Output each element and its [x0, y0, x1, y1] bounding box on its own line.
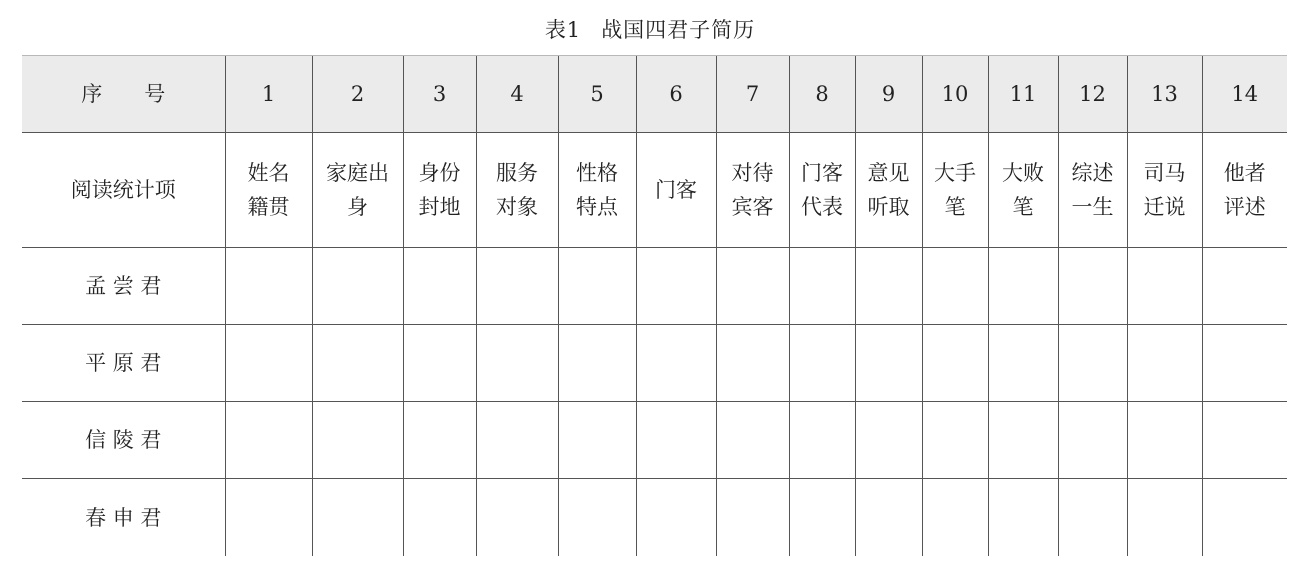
- items-row: [22, 133, 1287, 248]
- stat-item-line: 大手: [934, 161, 976, 185]
- stat-item-line: 听取: [867, 195, 910, 219]
- empty-cell[interactable]: [558, 248, 636, 325]
- empty-cell[interactable]: [716, 479, 789, 557]
- column-number-cell: 7: [716, 56, 789, 133]
- empty-cell[interactable]: [403, 248, 476, 325]
- empty-cell[interactable]: [789, 402, 855, 479]
- empty-cell[interactable]: [403, 402, 476, 479]
- empty-cell[interactable]: [855, 402, 922, 479]
- stat-item-line: 笔: [1012, 195, 1034, 219]
- empty-cell[interactable]: [1127, 402, 1202, 479]
- empty-cell[interactable]: [636, 479, 716, 557]
- stat-item-line: 封地: [418, 195, 461, 219]
- header-label-cell: 序 号: [22, 56, 225, 133]
- empty-cell[interactable]: [988, 402, 1058, 479]
- stat-item-cell: [789, 133, 855, 248]
- table-row: [22, 248, 1287, 325]
- stat-item-cell: [476, 133, 558, 248]
- stat-item-line: 笔: [944, 195, 966, 219]
- empty-cell[interactable]: [225, 479, 312, 557]
- empty-cell[interactable]: [312, 248, 403, 325]
- stat-item-line: 家庭出: [326, 161, 389, 185]
- lord-name-cell: 春 申 君: [85, 505, 162, 530]
- stat-item-line: 门客: [801, 161, 843, 185]
- stat-item-line: 他者: [1223, 161, 1266, 185]
- empty-cell[interactable]: [558, 479, 636, 557]
- empty-cell[interactable]: [312, 402, 403, 479]
- empty-cell[interactable]: [855, 325, 922, 402]
- column-number-cell: 10: [922, 56, 988, 133]
- table-row: [22, 325, 1287, 402]
- reading-stats-table: [22, 55, 1287, 556]
- empty-cell[interactable]: [716, 325, 789, 402]
- empty-cell[interactable]: [789, 325, 855, 402]
- stat-item-cell: [1058, 133, 1127, 248]
- empty-cell[interactable]: [476, 325, 558, 402]
- stat-item-cell: [855, 133, 922, 248]
- empty-cell[interactable]: [922, 402, 988, 479]
- empty-cell[interactable]: [636, 402, 716, 479]
- empty-cell[interactable]: [988, 479, 1058, 557]
- empty-cell[interactable]: [1058, 479, 1127, 557]
- stat-item-cell: [225, 133, 312, 248]
- stat-item-line: 门客: [655, 178, 697, 202]
- empty-cell[interactable]: [1202, 402, 1287, 479]
- table-row: [22, 479, 1287, 557]
- table-row: [22, 402, 1287, 479]
- empty-cell[interactable]: [1058, 248, 1127, 325]
- lord-name-cell: 信 陵 君: [22, 402, 225, 479]
- stat-item-line: 服务: [496, 161, 538, 185]
- column-number-cell: 5: [558, 56, 636, 133]
- stat-item-line: 大败: [1002, 161, 1044, 185]
- empty-cell[interactable]: [636, 248, 716, 325]
- column-number-cell: 6: [636, 56, 716, 133]
- empty-cell[interactable]: [476, 479, 558, 557]
- stat-item-line: 身份: [418, 161, 461, 185]
- empty-cell[interactable]: [225, 248, 312, 325]
- empty-cell[interactable]: [1202, 248, 1287, 325]
- stat-item-cell: [1127, 133, 1202, 248]
- column-number-cell: 11: [988, 56, 1058, 133]
- empty-cell[interactable]: [312, 325, 403, 402]
- stat-item-cell: [636, 133, 716, 248]
- stat-item-line: 特点: [576, 195, 618, 219]
- empty-cell[interactable]: [558, 325, 636, 402]
- empty-cell[interactable]: [1127, 479, 1202, 557]
- column-number-cell: 8: [789, 56, 855, 133]
- empty-cell[interactable]: [1202, 325, 1287, 402]
- empty-cell[interactable]: [922, 325, 988, 402]
- empty-cell[interactable]: [403, 325, 476, 402]
- lord-name-cell: 平 原 君: [22, 325, 225, 402]
- column-number-cell: 1: [225, 56, 312, 133]
- table-title: 战国四君子简历: [601, 18, 756, 42]
- lord-name-cell: 孟 尝 君: [22, 248, 225, 325]
- empty-cell[interactable]: [716, 402, 789, 479]
- column-number-cell: 3: [403, 56, 476, 133]
- empty-cell[interactable]: [789, 479, 855, 557]
- column-number-cell: 2: [312, 56, 403, 133]
- stat-item-line: 姓名: [247, 161, 290, 185]
- column-number-cell: 14: [1202, 56, 1287, 133]
- stat-item-line: 宾客: [731, 195, 774, 219]
- stat-item-line: 性格: [576, 161, 618, 185]
- empty-cell[interactable]: [716, 248, 789, 325]
- stat-item-line: 司马: [1143, 161, 1186, 185]
- empty-cell[interactable]: [558, 402, 636, 479]
- empty-cell[interactable]: [636, 325, 716, 402]
- stat-item-cell: [312, 133, 403, 248]
- stat-item-line: 迁说: [1143, 195, 1186, 219]
- empty-cell[interactable]: [1202, 479, 1287, 557]
- empty-cell[interactable]: [476, 248, 558, 325]
- empty-cell[interactable]: [1127, 248, 1202, 325]
- empty-cell[interactable]: [476, 402, 558, 479]
- table-number: 表1: [544, 18, 582, 42]
- column-number-cell: 9: [855, 56, 922, 133]
- stat-item-line: 评述: [1223, 195, 1266, 219]
- empty-cell[interactable]: [403, 479, 476, 557]
- stat-item-cell: [988, 133, 1058, 248]
- stat-item-cell: [922, 133, 988, 248]
- table-caption: [0, 14, 1300, 44]
- column-number-cell: 12: [1058, 56, 1127, 133]
- stat-item-line: 籍贯: [247, 195, 290, 219]
- stat-item-line: 身: [347, 195, 368, 219]
- column-number-cell: 13: [1127, 56, 1202, 133]
- column-number-cell: 4: [476, 56, 558, 133]
- stat-item-line: 代表: [801, 195, 843, 219]
- empty-cell[interactable]: [225, 325, 312, 402]
- empty-cell[interactable]: [225, 402, 312, 479]
- stat-item-cell: [1202, 133, 1287, 248]
- stat-item-cell: [403, 133, 476, 248]
- empty-cell[interactable]: [1058, 402, 1127, 479]
- stat-item-line: 一生: [1071, 195, 1114, 219]
- stat-item-line: 对待: [731, 161, 774, 185]
- stat-item-line: 对象: [496, 195, 538, 219]
- stat-item-cell: [558, 133, 636, 248]
- empty-cell[interactable]: [922, 479, 988, 557]
- stat-item-line: 意见: [867, 161, 910, 185]
- empty-cell[interactable]: [1127, 325, 1202, 402]
- header-row: [22, 56, 1287, 133]
- stat-item-line: 综述: [1071, 161, 1114, 185]
- empty-cell[interactable]: [922, 248, 988, 325]
- empty-cell[interactable]: [988, 325, 1058, 402]
- empty-cell[interactable]: [789, 248, 855, 325]
- stat-item-cell: [716, 133, 789, 248]
- empty-cell[interactable]: [855, 479, 922, 557]
- empty-cell[interactable]: [855, 248, 922, 325]
- items-label-cell: 阅读统计项: [22, 133, 225, 248]
- empty-cell[interactable]: [312, 479, 403, 557]
- empty-cell[interactable]: [988, 248, 1058, 325]
- empty-cell[interactable]: [1058, 325, 1127, 402]
